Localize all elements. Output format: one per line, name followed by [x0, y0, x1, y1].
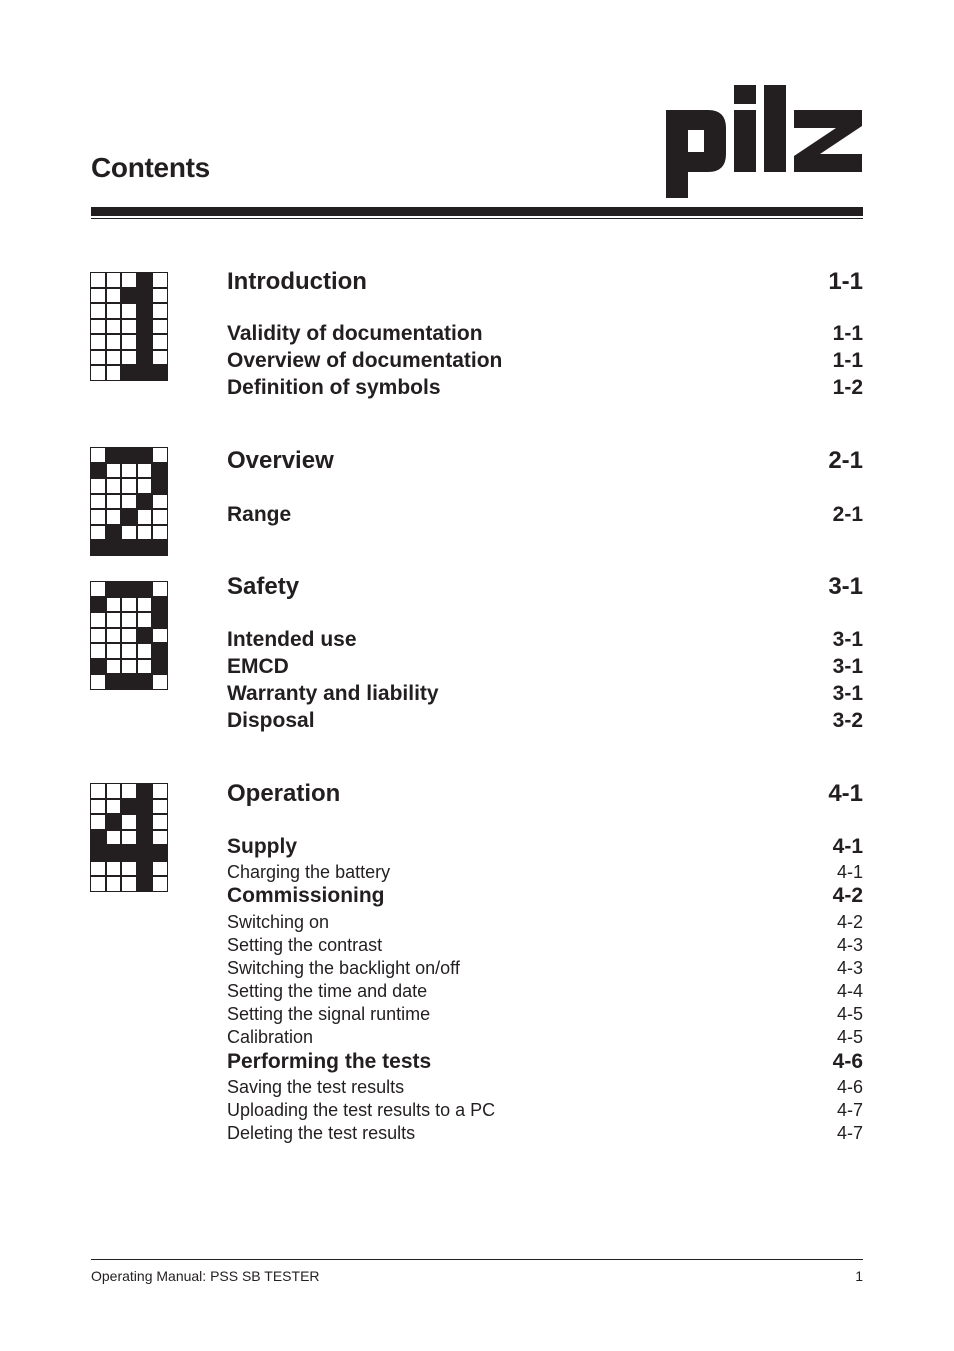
grid-cell-filled	[90, 659, 106, 675]
grid-cell-empty	[106, 494, 122, 510]
grid-cell-empty	[106, 478, 122, 494]
grid-cell-empty	[106, 350, 122, 366]
grid-cell-filled	[90, 830, 106, 846]
toc-subsection-entry[interactable]	[227, 981, 863, 1002]
grid-cell-filled	[106, 814, 122, 830]
grid-cell-filled	[137, 799, 153, 815]
grid-cell-filled	[106, 447, 122, 463]
grid-cell-empty	[90, 272, 106, 288]
grid-cell-empty	[90, 628, 106, 644]
grid-cell-filled	[137, 540, 153, 556]
grid-cell-filled	[121, 509, 137, 525]
toc-entry-label: Switching the backlight on/off	[227, 958, 460, 978]
chapter-2-number-icon	[90, 447, 168, 556]
grid-cell-empty	[152, 334, 168, 350]
grid-cell-empty	[106, 272, 122, 288]
grid-cell-empty	[152, 581, 168, 597]
toc-subsection-entry[interactable]	[227, 1077, 863, 1098]
grid-cell-filled	[152, 643, 168, 659]
toc-entry-page: 3-1	[832, 655, 863, 678]
grid-cell-empty	[137, 612, 153, 628]
toc-subsection-entry[interactable]	[227, 1123, 863, 1144]
toc-entry-label: Calibration	[227, 1027, 314, 1047]
grid-cell-empty	[152, 876, 168, 892]
toc-section-entry[interactable]	[227, 376, 863, 400]
grid-cell-filled	[137, 814, 153, 830]
toc-entry-page: 4-4	[836, 981, 863, 1001]
grid-cell-empty	[121, 525, 137, 541]
toc-entry-label: Uploading the test results to a PC	[227, 1100, 496, 1120]
grid-cell-filled	[137, 288, 153, 304]
toc-section-entry[interactable]	[227, 628, 863, 652]
toc-entry-page: 1-1	[832, 349, 863, 372]
grid-cell-filled	[137, 365, 153, 381]
toc-section-entry[interactable]	[227, 835, 863, 859]
grid-cell-empty	[106, 783, 122, 799]
toc-entry-page: 2-1	[828, 447, 863, 474]
grid-cell-empty	[106, 303, 122, 319]
grid-cell-empty	[90, 783, 106, 799]
grid-cell-empty	[106, 799, 122, 815]
grid-cell-filled	[90, 597, 106, 613]
toc-entry-page: 3-1	[832, 682, 863, 705]
toc-entry-page: 4-3	[836, 935, 863, 955]
toc-entry-page: 4-2	[832, 884, 863, 907]
grid-cell-empty	[90, 525, 106, 541]
toc-entry-page: 3-2	[832, 709, 863, 732]
toc-chapter-entry[interactable]	[227, 447, 863, 475]
grid-cell-empty	[152, 303, 168, 319]
toc-entry-label: Supply	[227, 835, 298, 858]
grid-cell-empty	[106, 288, 122, 304]
toc-entry-label: Setting the signal runtime	[227, 1004, 431, 1024]
toc-entry-label: Introduction	[227, 268, 367, 295]
grid-cell-empty	[106, 597, 122, 613]
grid-cell-empty	[152, 447, 168, 463]
grid-cell-empty	[106, 509, 122, 525]
toc-entry-label: Commissioning	[227, 884, 385, 907]
grid-cell-filled	[137, 494, 153, 510]
grid-cell-empty	[121, 643, 137, 659]
grid-cell-empty	[152, 525, 168, 541]
grid-cell-empty	[90, 494, 106, 510]
toc-subsection-entry[interactable]	[227, 912, 863, 933]
toc-entry-page: 4-3	[836, 958, 863, 978]
grid-cell-empty	[90, 814, 106, 830]
grid-cell-filled	[121, 540, 137, 556]
toc-section-entry[interactable]	[227, 322, 863, 346]
grid-cell-filled	[137, 447, 153, 463]
grid-cell-filled	[106, 540, 122, 556]
chapter-4-number-icon	[90, 783, 168, 892]
toc-entry-label: Overview	[227, 447, 334, 474]
grid-cell-filled	[90, 463, 106, 479]
grid-cell-empty	[106, 628, 122, 644]
toc-chapter-entry[interactable]	[227, 573, 863, 601]
toc-entry-page: 3-1	[832, 628, 863, 651]
toc-section-entry[interactable]	[227, 682, 863, 706]
grid-cell-empty	[152, 628, 168, 644]
grid-cell-empty	[90, 861, 106, 877]
grid-cell-filled	[106, 525, 122, 541]
grid-cell-empty	[121, 350, 137, 366]
toc-entry-label: Charging the battery	[227, 862, 391, 882]
toc-entry-label: Overview of documentation	[227, 349, 503, 372]
grid-cell-empty	[121, 319, 137, 335]
grid-cell-filled	[137, 628, 153, 644]
chapter-3-number-icon	[90, 581, 168, 690]
toc-section-entry[interactable]	[227, 884, 863, 908]
grid-cell-filled	[90, 845, 106, 861]
grid-cell-empty	[121, 783, 137, 799]
grid-cell-filled	[137, 334, 153, 350]
toc-entry-page: 4-7	[836, 1123, 863, 1143]
grid-cell-empty	[106, 876, 122, 892]
grid-cell-filled	[121, 365, 137, 381]
footer-page-number: 1	[855, 1268, 863, 1284]
grid-cell-filled	[106, 674, 122, 690]
toc-section-entry[interactable]	[227, 655, 863, 679]
grid-cell-filled	[121, 799, 137, 815]
grid-cell-empty	[90, 674, 106, 690]
toc-section-entry[interactable]	[227, 503, 863, 527]
grid-cell-empty	[152, 783, 168, 799]
toc-subsection-entry[interactable]	[227, 1004, 863, 1025]
grid-cell-empty	[90, 643, 106, 659]
toc-entry-label: Saving the test results	[227, 1077, 405, 1097]
toc-section-entry[interactable]	[227, 1050, 863, 1074]
grid-cell-empty	[106, 612, 122, 628]
toc-entry-page: 4-6	[832, 1050, 863, 1073]
grid-cell-empty	[137, 643, 153, 659]
chapter-1-number-icon	[90, 272, 168, 381]
toc-entry-label: Definition of symbols	[227, 376, 441, 399]
grid-cell-empty	[137, 659, 153, 675]
grid-cell-empty	[90, 447, 106, 463]
toc-section-entry[interactable]	[227, 349, 863, 373]
grid-cell-filled	[152, 845, 168, 861]
grid-cell-filled	[121, 288, 137, 304]
toc-subsection-entry[interactable]	[227, 935, 863, 956]
toc-subsection-entry[interactable]	[227, 1027, 863, 1048]
toc-entry-label: Performing the tests	[227, 1050, 432, 1073]
grid-cell-empty	[90, 303, 106, 319]
grid-cell-empty	[137, 478, 153, 494]
grid-cell-empty	[106, 659, 122, 675]
pilz-logo	[664, 82, 864, 200]
footer-document-title: Operating Manual: PSS SB TESTER	[91, 1268, 320, 1284]
grid-cell-empty	[90, 334, 106, 350]
toc-entry-label: Intended use	[227, 628, 357, 651]
grid-cell-filled	[137, 830, 153, 846]
grid-cell-empty	[90, 876, 106, 892]
grid-cell-empty	[90, 612, 106, 628]
header-rule-thin	[91, 218, 863, 219]
grid-cell-empty	[152, 814, 168, 830]
grid-cell-empty	[90, 478, 106, 494]
toc-subsection-entry[interactable]	[227, 1100, 863, 1121]
grid-cell-filled	[152, 478, 168, 494]
grid-cell-filled	[137, 350, 153, 366]
grid-cell-filled	[121, 447, 137, 463]
footer-rule	[91, 1259, 863, 1260]
grid-cell-empty	[90, 799, 106, 815]
grid-cell-empty	[152, 319, 168, 335]
grid-cell-empty	[121, 814, 137, 830]
toc-entry-label: Warranty and liability	[227, 682, 439, 705]
grid-cell-empty	[90, 319, 106, 335]
grid-cell-empty	[121, 861, 137, 877]
grid-cell-empty	[121, 303, 137, 319]
grid-cell-empty	[106, 861, 122, 877]
toc-entry-page: 4-6	[836, 1077, 863, 1097]
toc-entry-page: 3-1	[828, 573, 863, 600]
grid-cell-empty	[121, 272, 137, 288]
grid-cell-empty	[152, 799, 168, 815]
toc-entry-page: 4-5	[836, 1004, 863, 1024]
toc-entry-page: 4-5	[836, 1027, 863, 1047]
grid-cell-empty	[106, 365, 122, 381]
grid-cell-filled	[137, 581, 153, 597]
grid-cell-empty	[137, 463, 153, 479]
grid-cell-empty	[121, 628, 137, 644]
toc-entry-label: Range	[227, 503, 292, 526]
grid-cell-empty	[106, 643, 122, 659]
grid-cell-empty	[121, 494, 137, 510]
grid-cell-filled	[137, 783, 153, 799]
grid-cell-empty	[152, 861, 168, 877]
toc-entry-label: Operation	[227, 780, 341, 807]
grid-cell-filled	[152, 597, 168, 613]
page-title: Contents	[91, 152, 210, 183]
grid-cell-empty	[152, 272, 168, 288]
grid-cell-filled	[152, 659, 168, 675]
toc-chapter-entry[interactable]	[227, 780, 863, 808]
toc-entry-label: Deleting the test results	[227, 1123, 416, 1143]
grid-cell-filled	[137, 876, 153, 892]
grid-cell-filled	[137, 303, 153, 319]
toc-entry-label: Setting the time and date	[227, 981, 428, 1001]
toc-entry-page: 1-1	[828, 268, 863, 295]
toc-entry-page: 4-2	[836, 912, 863, 932]
grid-cell-filled	[152, 540, 168, 556]
grid-cell-filled	[137, 674, 153, 690]
toc-entry-label: Disposal	[227, 709, 315, 732]
toc-entry-page: 1-2	[832, 376, 863, 399]
toc-entry-label: Setting the contrast	[227, 935, 383, 955]
toc-entry-label: Safety	[227, 573, 300, 600]
toc-entry-label: EMCD	[227, 655, 289, 678]
grid-cell-empty	[152, 494, 168, 510]
grid-cell-filled	[106, 845, 122, 861]
grid-cell-filled	[90, 540, 106, 556]
grid-cell-empty	[121, 830, 137, 846]
toc-entry-page: 4-7	[836, 1100, 863, 1120]
grid-cell-empty	[90, 365, 106, 381]
grid-cell-empty	[106, 463, 122, 479]
grid-cell-empty	[121, 659, 137, 675]
grid-cell-empty	[121, 463, 137, 479]
grid-cell-empty	[152, 830, 168, 846]
grid-cell-empty	[121, 334, 137, 350]
grid-cell-empty	[121, 597, 137, 613]
toc-entry-page: 4-1	[836, 862, 863, 882]
toc-entry-page: 1-1	[832, 322, 863, 345]
grid-cell-empty	[137, 525, 153, 541]
grid-cell-empty	[152, 509, 168, 525]
grid-cell-filled	[121, 674, 137, 690]
header-rule-thick	[91, 207, 863, 216]
toc-entry-page: 4-1	[832, 835, 863, 858]
grid-cell-empty	[121, 876, 137, 892]
grid-cell-filled	[121, 581, 137, 597]
grid-cell-filled	[121, 845, 137, 861]
toc-subsection-entry[interactable]	[227, 958, 863, 979]
grid-cell-empty	[152, 288, 168, 304]
grid-cell-filled	[137, 272, 153, 288]
grid-cell-filled	[152, 365, 168, 381]
grid-cell-filled	[106, 581, 122, 597]
grid-cell-filled	[137, 319, 153, 335]
toc-entry-page: 4-1	[828, 780, 863, 807]
grid-cell-empty	[90, 288, 106, 304]
toc-entry-label: Switching on	[227, 912, 330, 932]
grid-cell-empty	[90, 350, 106, 366]
grid-cell-filled	[137, 845, 153, 861]
toc-entry-label: Validity of documentation	[227, 322, 483, 345]
grid-cell-filled	[137, 861, 153, 877]
grid-cell-empty	[121, 478, 137, 494]
toc-section-entry[interactable]	[227, 709, 863, 733]
grid-cell-empty	[106, 830, 122, 846]
grid-cell-empty	[137, 509, 153, 525]
grid-cell-empty	[121, 612, 137, 628]
grid-cell-filled	[152, 612, 168, 628]
toc-chapter-entry[interactable]	[227, 268, 863, 296]
grid-cell-empty	[137, 597, 153, 613]
grid-cell-filled	[152, 463, 168, 479]
grid-cell-empty	[152, 350, 168, 366]
toc-entry-page: 2-1	[832, 503, 863, 526]
toc-subsection-entry[interactable]	[227, 862, 863, 883]
grid-cell-empty	[90, 509, 106, 525]
grid-cell-empty	[90, 581, 106, 597]
grid-cell-empty	[152, 674, 168, 690]
grid-cell-empty	[106, 319, 122, 335]
grid-cell-empty	[106, 334, 122, 350]
